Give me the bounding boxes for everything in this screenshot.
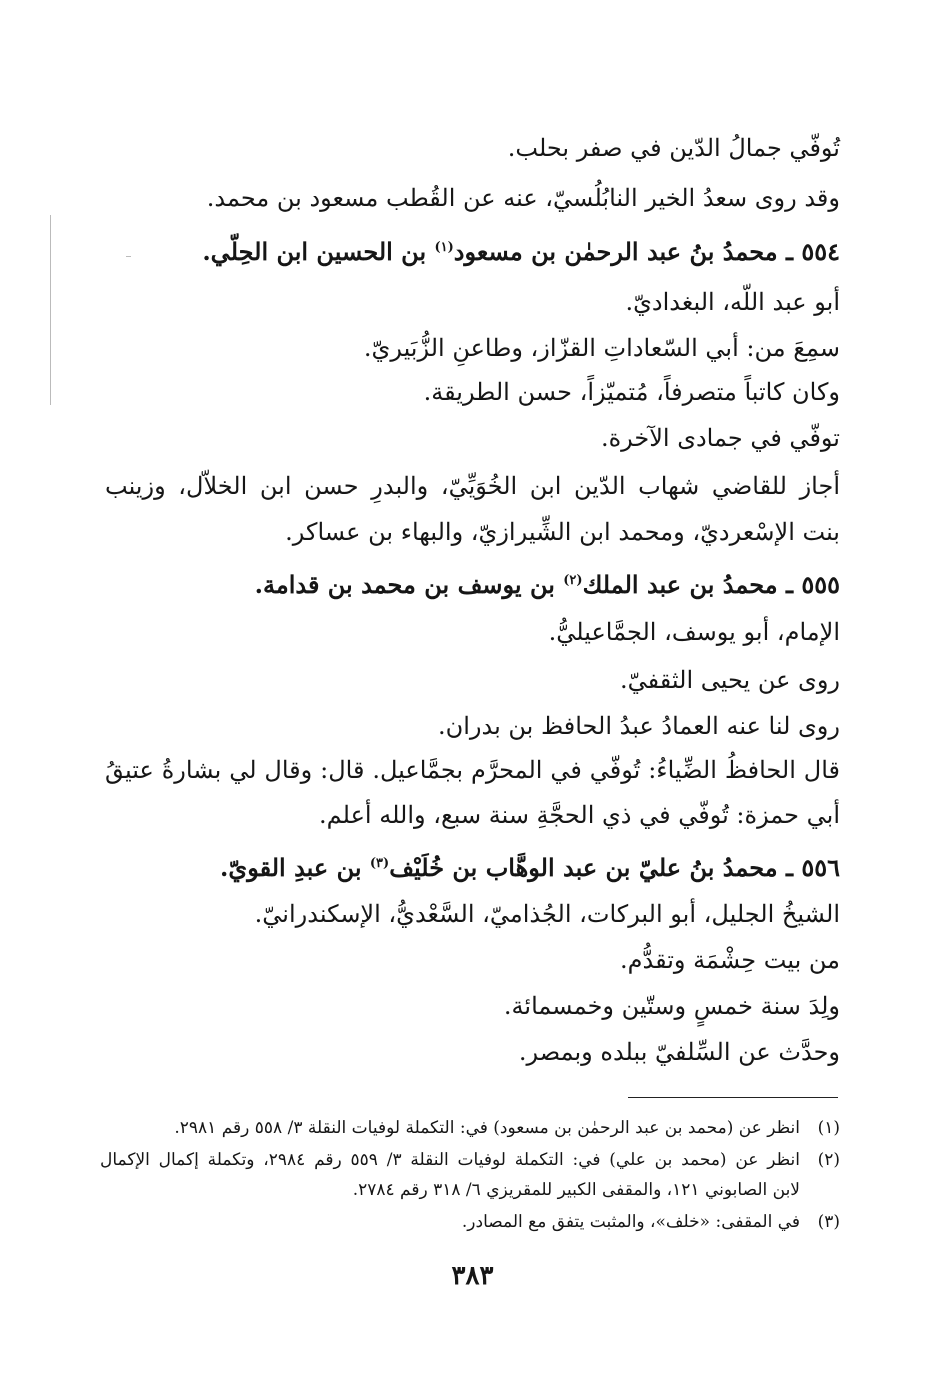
footnote-ref: (٢)	[563, 573, 583, 588]
text-line: سمِعَ من: أبي السّعاداتِ القزّاز، وطاعنِ الزُّبَيريّ.	[363, 334, 840, 362]
entry-heading-555	[255, 565, 840, 605]
footnote-3	[462, 1208, 840, 1236]
text-line: أبو عبد اللّه، البغداديّ.	[625, 288, 840, 316]
scan-margin-line	[50, 215, 51, 405]
footnote-text: انظر عن (محمد بن علي) في: التكملة لوفيات النقلة ٣/ ٥٥٩ رقم ٢٩٨٤، وتكملة إكمال الإكمال	[100, 1150, 800, 1170]
heading-lineage: بن الحسين ابن الحِلّي.	[202, 237, 435, 266]
footnote-1	[174, 1114, 840, 1142]
text-line: بنت الإسْعرديّ، ومحمد ابن الشِّيرازيّ، والبهاء بن عساكر.	[285, 518, 840, 546]
text-line: وحدَّث عن السِّلفيّ ببلده وبمصر.	[518, 1038, 840, 1066]
text-line: من بيت حِشْمَة وتقدُّم.	[620, 946, 840, 974]
heading-name: ٥٥٤ ـ محمدُ بنُ عبد الرحمٰن بن مسعود	[453, 237, 840, 266]
footnote-2	[100, 1146, 840, 1174]
heading-lineage: بن عبدِ القويّ.	[220, 853, 370, 882]
footnote-text: في المقفى: «خلف»، والمثبت يتفق مع المصادر.	[461, 1212, 800, 1232]
text-line: الشيخُ الجليل، أبو البركات، الجُذاميّ، السَّعْديُّ، الإسكندرانيّ.	[254, 900, 840, 928]
text-line: روى عن يحيى الثقفيّ.	[620, 666, 840, 694]
footnote-2-continuation	[353, 1176, 800, 1204]
text-line: الإمام، أبو يوسف، الجمَّاعيليُّ.	[548, 618, 840, 646]
heading-name: ٥٥٦ ـ محمدُ بنُ عليّ بن عبد الوهَّاب بن خُلَيْف	[389, 853, 840, 882]
text-line: أجاز للقاضي شهاب الدّين ابن الخُوَيِّيّ، والبدرِ حسن ابن الخلاّل، وزينب	[105, 472, 840, 500]
text-line: وكان كاتباً متصرفاً، مُتميّزاً، حسن الطريقة.	[423, 378, 840, 406]
entry-heading-554	[202, 232, 840, 272]
footnote-separator	[628, 1097, 838, 1098]
footnote-number: (٢)	[817, 1150, 840, 1170]
text-line: ولِدَ سنة خمسٍ وستّين وخمسمائة.	[503, 992, 840, 1020]
text-line: أبي حمزة: تُوفّي في ذي الحجَّةِ سنة سبع، والله أعلم.	[319, 801, 840, 829]
heading-name: ٥٥٥ ـ محمدُ بن عبد الملك	[582, 570, 840, 599]
page-number: ٣٨٣	[451, 1261, 494, 1291]
text-line: تُوفّي جمالُ الدّين في صفر بحلب.	[507, 134, 840, 162]
footnote-ref: (١)	[434, 240, 454, 255]
heading-lineage: بن يوسف بن محمد بن قدامة.	[254, 570, 564, 599]
text-line: توفّي في جمادى الآخرة.	[600, 424, 840, 452]
text-line: وقد روى سعدُ الخير النابُلُسيّ، عنه عن القُطب مسعود بن محمد.	[206, 184, 840, 212]
footnote-number: (١)	[817, 1118, 840, 1138]
text-line: روى لنا عنه العمادُ عبدُ الحافظ بن بدران.	[437, 712, 840, 740]
entry-heading-556	[220, 848, 840, 888]
text-line: قال الحافظُ الضِّياءُ: تُوفّي في المحرَّم بجمَّاعيل. قال: وقال لي بشارةُ عتيقُ	[105, 756, 840, 784]
footnote-number: (٣)	[817, 1212, 840, 1232]
footnote-text: انظر عن (محمد بن عبد الرحمٰن بن مسعود) في: التكملة لوفيات النقلة ٣/ ٥٥٨ رقم ٢٩٨١.	[174, 1118, 800, 1138]
footnote-text: لابن الصابوني ١٢١، والمقفى الكبير للمقريزي ٦/ ٣١٨ رقم ٢٧٨٤.	[352, 1180, 800, 1200]
footnote-ref: (٣)	[369, 856, 390, 871]
scan-margin-mark	[126, 256, 131, 257]
